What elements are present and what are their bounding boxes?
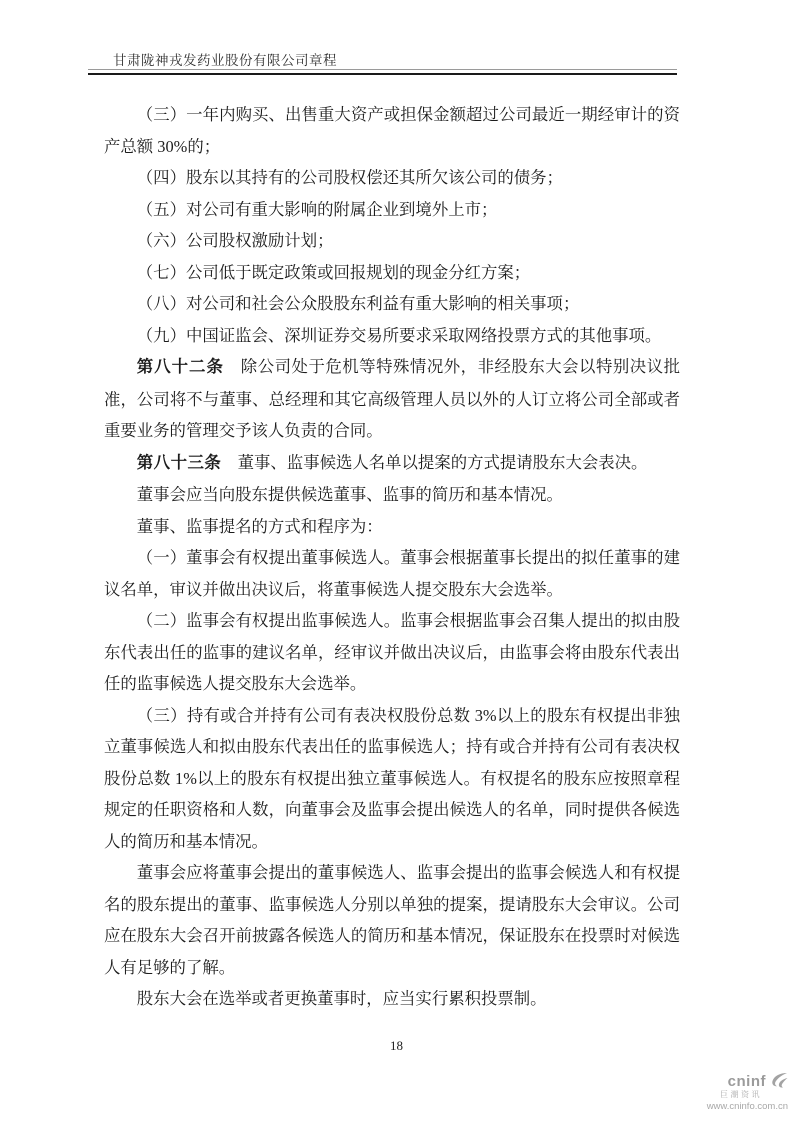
cninfo-watermark [678,1072,788,1112]
article-number: 第八十二条 [136,358,224,376]
article-paragraph: 第八十二条 除公司处于危机等特殊情况外，非经股东大会以特别决议批准，公司将不与董事、总经理和其它高级管理人员以外的人订立将公司全部或者重要业务的管理交予该人负责的合同。 [104,357,681,440]
paragraph: 董事会应当向股东提供候选董事、监事的简历和基本情况。 [136,485,563,504]
article-paragraph: 第八十三条 董事、监事候选人名单以提案的方式提请股东大会表决。 [136,452,648,472]
paragraph: （九）中国证监会、深圳证券交易所要求采取网络投票方式的其他事项。 [136,325,662,345]
paragraph: 股东大会在选举或者更换董事时，应当实行累积投票制。 [136,989,547,1008]
page-header-title: 甘肃陇神戎发药业股份有限公司章程 [113,53,337,68]
paragraph: （二）监事会有权提出监事候选人。监事会根据监事会召集人提出的拟由股东代表出任的监事的建议名单，经审议并做出决议后，由监事会将由股东代表出任的监事候选人提交股东大会选举。 [104,611,680,693]
cninfo-brand-text: cninf [727,1073,766,1090]
paragraph: （五）对公司有重大影响的附属企业到境外上市； [136,199,498,219]
paragraph: 董事会应将董事会提出的董事候选人、监事会提出的监事会候选人和有权提名的股东提出的董事、监事候选人分别以单独的提案，提请股东大会审议。公司应在股东大会召开前披露各候选人的简历和基本情况，保证股东在投票时对候选人有足够的了解。 [104,863,680,977]
cninfo-url-text: www.cninfo.com.cn [706,1101,788,1112]
document-body [104,99,680,1015]
cninfo-swirl-icon [768,1072,788,1089]
page-number: 18 [390,1038,403,1053]
article-number: 第八十三条 [136,453,222,472]
paragraph: （七）公司低于既定政策或回报规划的现金分红方案； [136,262,531,282]
cninfo-caption-text: 巨潮资讯 [720,1090,762,1099]
paragraph: （四）股东以其持有的公司股权偿还其所欠该公司的债务； [136,168,563,187]
paragraph: （六）公司股权激励计划； [136,231,334,250]
paragraph: （八）对公司和社会公众股股东利益有重大影响的相关事项； [136,294,580,313]
paragraph: （三）持有或合并持有公司有表决权股份总数 3%以上的股东有权提出非独立董事候选人和拟由股东代表出任的监事候选人；持有或合并持有公司有表决权股份总数 1%以上的股东有权提出独立董事候选人。有权提名的股东应按照章程规定的任职资格和人数，向董事会及监事会提出候选人的名单，同时提供各候选人的简历和基本情况。 [104,705,680,851]
paragraph: 董事、监事提名的方式和程序为： [136,516,383,536]
header-divider [88,69,677,75]
paragraph: （三）一年内购买、出售重大资产或担保金额超过公司最近一期经审计的资产总额 30%的； [104,105,680,156]
paragraph: （一）董事会有权提出董事候选人。董事会根据董事长提出的拟任董事的建议名单，审议并做出决议后，将董事候选人提交股东大会选举。 [104,548,680,599]
